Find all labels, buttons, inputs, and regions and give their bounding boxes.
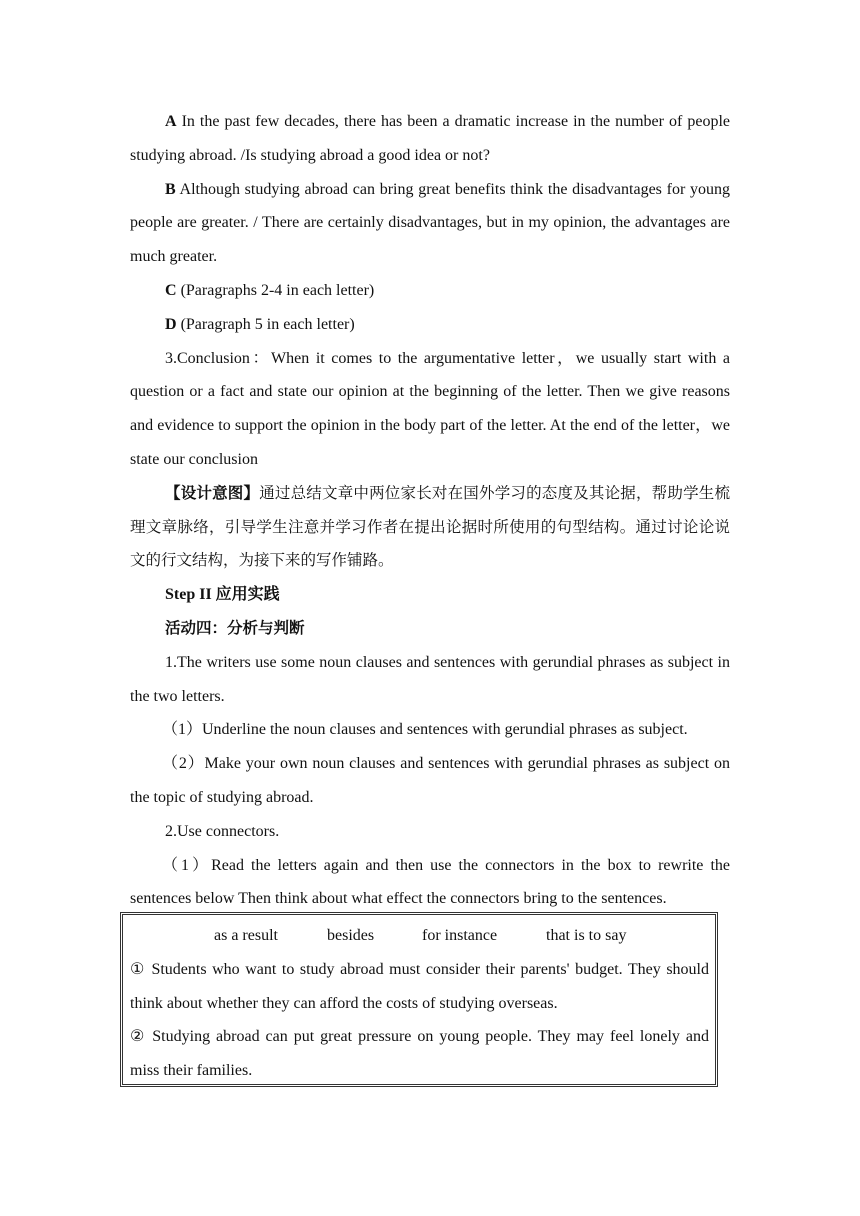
- connector-list: [130, 919, 709, 953]
- item-a-text: In the past few decades, there has been a dramatic increase in the number of people studying abroad. /Is studying abroad a good idea or not?: [130, 113, 730, 164]
- item-d-text: (Paragraph 5 in each letter): [176, 315, 355, 333]
- document-body: [130, 105, 730, 916]
- item-d: [130, 308, 730, 342]
- item-a: [130, 105, 730, 173]
- task-1-sub-2: （2）Make your own noun clauses and sentences with gerundial phrases as subject on the topic of studying abroad.: [130, 755, 730, 806]
- task-2: 2.Use connectors.: [165, 822, 280, 840]
- activity-heading: 活动四：分析与判断: [165, 618, 305, 637]
- step-heading: Step II 应用实践: [165, 586, 280, 604]
- item-a-label: A: [165, 113, 177, 130]
- box-sentence-1: ① Students who want to study abroad must consider their parents' budget. They should think about whether they can afford the costs of studying overseas.: [130, 960, 709, 1012]
- connector-item: besides: [327, 927, 375, 944]
- box-sentence-2: ② Studying abroad can put great pressure on young people. They may feel lonely and miss their families.: [130, 1028, 709, 1080]
- connector-item: for instance: [422, 927, 498, 944]
- connectors-box: [120, 912, 718, 1087]
- task-2-sub-1: （1）Read the letters again and then use the connectors in the box to rewrite the sentences below Then think about what effect the connectors bring to the sentences.: [130, 856, 730, 908]
- task-1-sub-1: （1）Underline the noun clauses and sentences with gerundial phrases as subject.: [162, 721, 688, 739]
- conclusion-paragraph: 3.Conclusion：When it comes to the argumentative letter，we usually start with a question or a fact and state our opinion at the beginning of the letter. Then we give reasons and evidence to support the opinion in the body part of the letter. At the end of the letter，we state our conclusion: [130, 349, 730, 468]
- item-b: [130, 173, 730, 274]
- item-b-text: Although studying abroad can bring great benefits think the disadvantages for young people are greater. / There are certainly disadvantages, but in my opinion, the advantages are much greater.: [130, 180, 730, 266]
- item-b-label: B: [165, 180, 176, 198]
- design-intent-text: 通过总结文章中两位家长对在国外学习的态度及其论据，帮助学生梳理文章脉络，引导学生注意并学习作者在提出论据时所使用的句型结构。通过讨论论说文的行文结构，为接下来的写作铺路。: [130, 483, 730, 570]
- item-c-text: (Paragraphs 2-4 in each letter): [176, 281, 375, 299]
- task-1: 1.The writers use some noun clauses and sentences with gerundial phrases as subject in the two letters.: [130, 653, 730, 705]
- connector-item: as a result: [214, 927, 278, 944]
- item-c-label: C: [165, 281, 177, 299]
- item-c: [130, 274, 730, 308]
- connector-item: that is to say: [546, 927, 627, 944]
- item-d-label: D: [165, 315, 177, 333]
- design-intent-paragraph: [130, 477, 730, 578]
- design-intent-label: 【设计意图】: [165, 483, 260, 502]
